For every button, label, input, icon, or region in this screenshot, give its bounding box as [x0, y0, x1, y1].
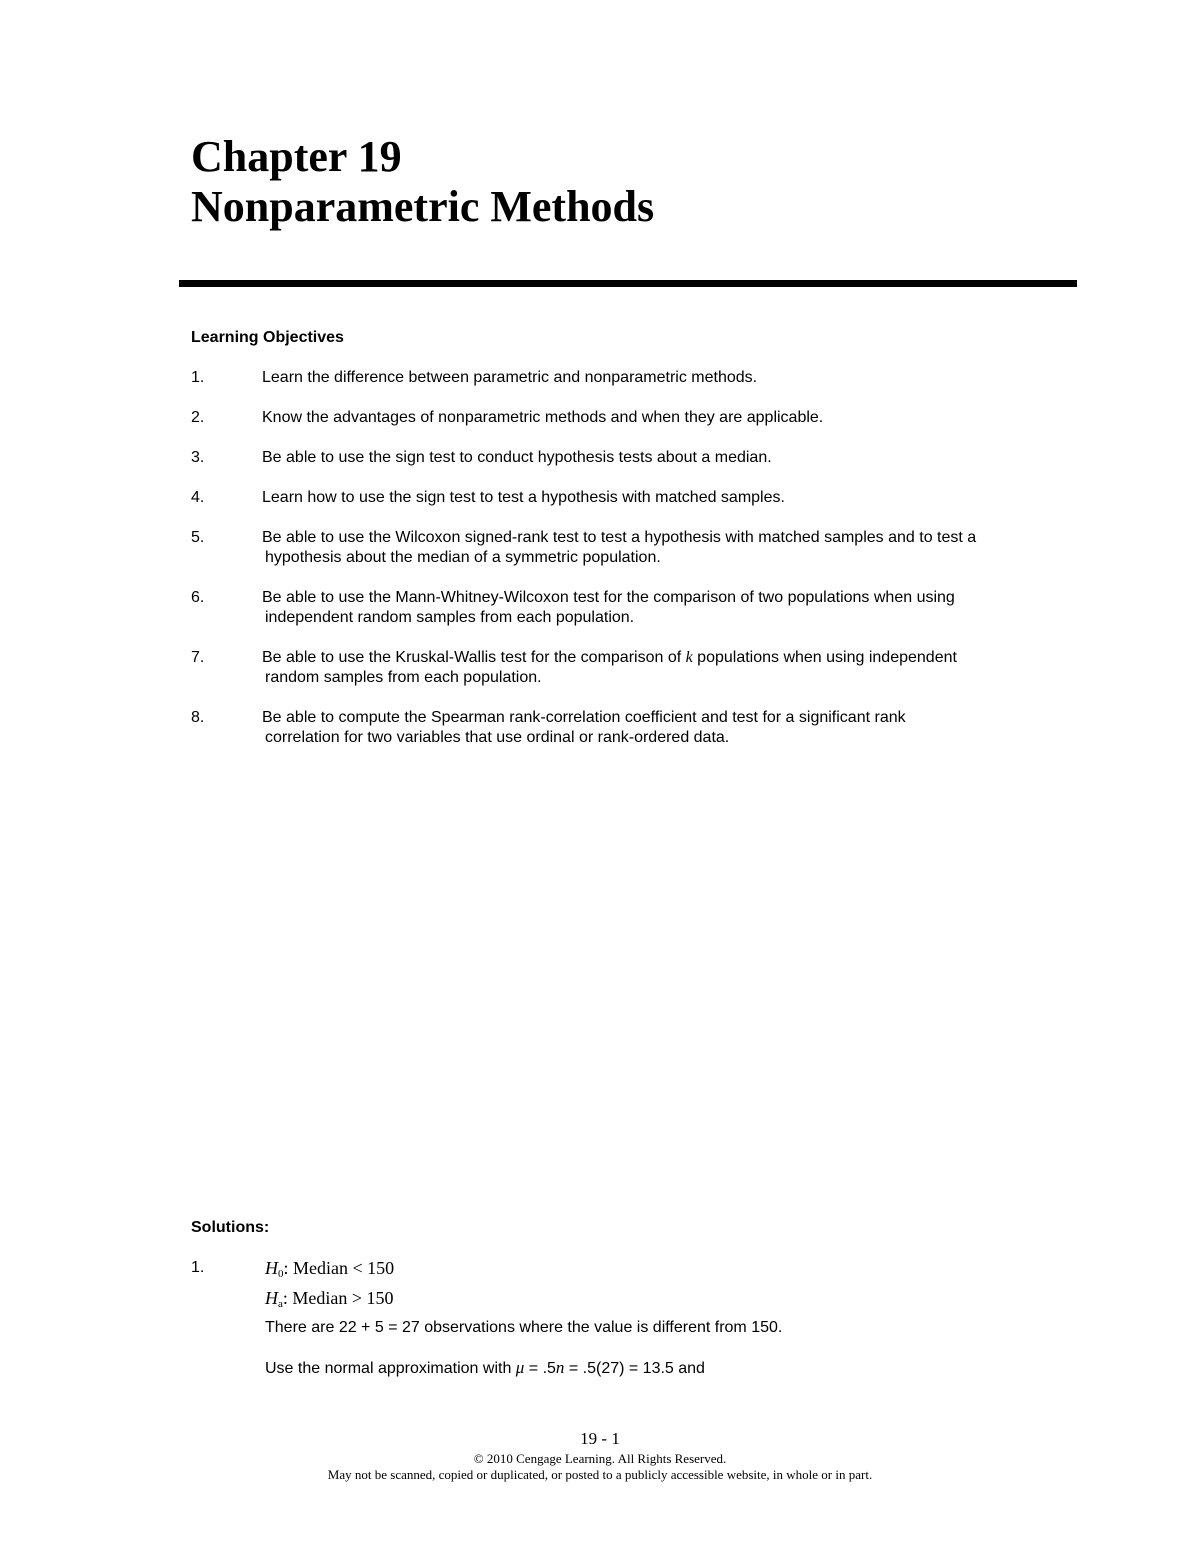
learning-objectives-list [191, 368, 1071, 768]
objective-text-continued: independent random samples from each population. [265, 609, 635, 626]
objective-item [191, 648, 1071, 688]
objective-item [191, 708, 1071, 748]
usage-notice: May not be scanned, copied or duplicated, or posted to a publicly accessible website, in whole or in part. [327, 1467, 873, 1482]
objective-item [191, 488, 1071, 508]
solution-text: There are 22 + 5 = 27 observations where the value is different from 150. [265, 1319, 783, 1336]
objective-number: 1. [191, 369, 205, 386]
variable-n: n [555, 1358, 565, 1377]
objective-text: Be able to use the sign test to conduct hypothesis tests about a median. [262, 449, 772, 466]
solution-text-part: Use the normal approximation with [265, 1360, 516, 1377]
objective-text-part: Be able to use the Kruskal-Wallis test for the comparison of [262, 649, 686, 666]
solutions-heading: Solutions: [191, 1219, 270, 1236]
chapter-number: Chapter 19 [191, 132, 402, 181]
title-divider [179, 280, 1077, 287]
objective-text: Learn how to use the sign test to test a hypothesis with matched samples. [262, 489, 785, 506]
objective-number: 2. [191, 409, 205, 426]
solution-text [265, 1358, 1071, 1379]
chapter-name: Nonparametric Methods [191, 182, 655, 231]
solution-number: 1. [191, 1259, 205, 1276]
objective-number: 7. [191, 649, 205, 666]
copyright-notice: © 2010 Cengage Learning. All Rights Reserved. [473, 1451, 727, 1466]
objective-number: 6. [191, 589, 205, 606]
objective-item [191, 368, 1071, 388]
objective-text: Learn the difference between parametric and nonparametric methods. [262, 369, 758, 386]
solution-text-part: = .5 [524, 1360, 556, 1377]
objective-number: 5. [191, 529, 205, 546]
hypothesis-subscript: 0 [278, 1268, 284, 1280]
objective-number: 4. [191, 489, 205, 506]
objective-number: 8. [191, 709, 205, 726]
chapter-title [191, 132, 654, 232]
alternative-hypothesis [265, 1288, 1071, 1308]
objective-item [191, 408, 1071, 428]
objective-text: Be able to use the Wilcoxon signed-rank test to test a hypothesis with matched samples and to test a [262, 529, 977, 546]
objective-text: Know the advantages of nonparametric methods and when they are applicable. [262, 409, 824, 426]
objective-number: 3. [191, 449, 205, 466]
objective-text: Be able to use the Mann-Whitney-Wilcoxon test for the comparison of two populations when using [262, 589, 955, 606]
null-hypothesis [265, 1258, 1071, 1278]
mu-symbol: μ [515, 1358, 525, 1377]
objective-item [191, 448, 1071, 468]
hypothesis-subscript: a [278, 1298, 283, 1310]
learning-objectives-heading: Learning Objectives [191, 329, 344, 346]
objective-item [191, 528, 1071, 568]
variable-k: k [685, 649, 693, 666]
hypothesis-text: : Median > 150 [282, 1288, 394, 1308]
objective-text [262, 648, 1071, 668]
objective-text-continued: correlation for two variables that use ordinal or rank-ordered data. [265, 729, 730, 746]
solution-item [191, 1258, 1071, 1399]
hypothesis-symbol: H [265, 1288, 278, 1308]
objective-text-continued: random samples from each population. [265, 669, 542, 686]
page-number: 19 - 1 [580, 1429, 620, 1448]
hypothesis-symbol: H [265, 1258, 278, 1278]
objective-text: Be able to compute the Spearman rank-correlation coefficient and test for a significant rank [262, 709, 906, 726]
solution-text-part: = .5(27) = 13.5 and [564, 1360, 705, 1377]
objective-text-part: populations when using independent [692, 649, 957, 666]
hypothesis-text: : Median < 150 [283, 1258, 395, 1278]
objective-item [191, 588, 1071, 628]
solution-body [191, 1258, 1071, 1379]
objective-text-continued: hypothesis about the median of a symmetric population. [265, 549, 661, 566]
